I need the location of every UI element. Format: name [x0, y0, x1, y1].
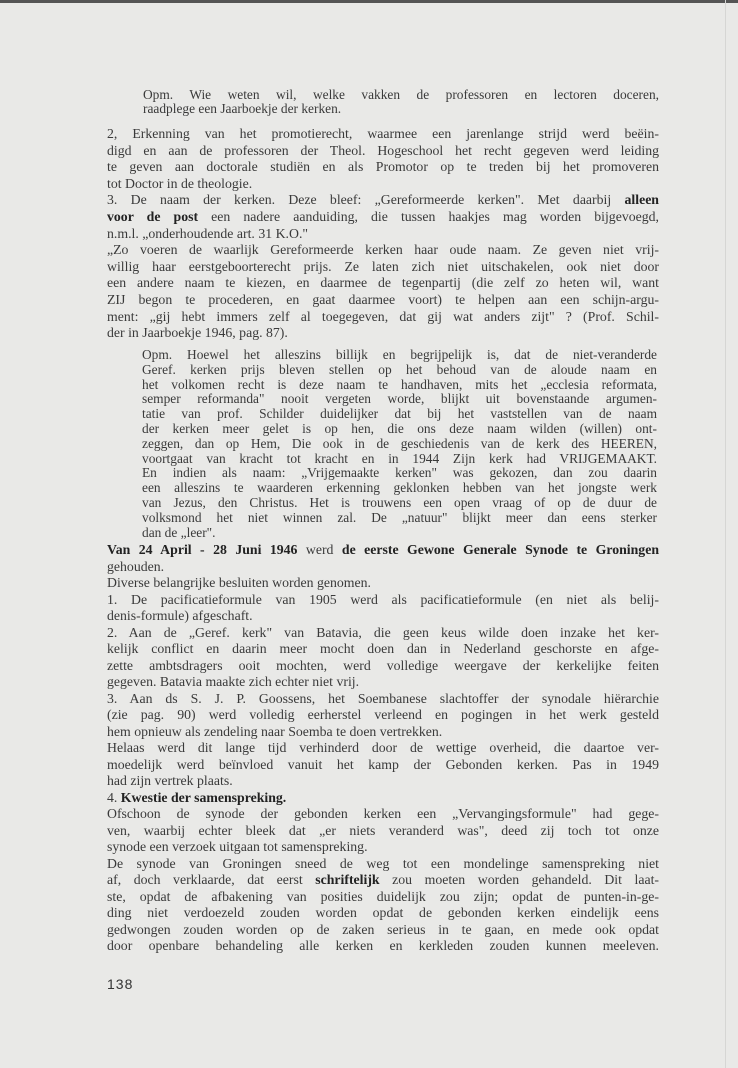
text-line [107, 559, 659, 576]
text-line [107, 275, 659, 292]
text-line [107, 608, 659, 625]
text-line [107, 856, 659, 873]
text-segment: ste, opdat de afbakening van posities duidelijk zou zijn; opdat de punten-in-ge- [107, 888, 659, 904]
text-line [107, 724, 659, 741]
text-segment: door openbare behandeling alle kerken en kerkleden zouden kunnen meeleven. [107, 938, 659, 953]
text-segment: ZIJ begon te procederen, en gaat daarmee voort) te helpen aan een schijn-argu- [107, 291, 659, 307]
text-line [107, 790, 659, 807]
text-line [107, 292, 659, 309]
text-line [107, 192, 659, 209]
text-segment: kelijk conflict en daarin meer mocht doen dan in Nederland geschorste en afge- [107, 641, 659, 656]
bold-text: Kwestie der samenspreking. [120, 789, 287, 805]
scan-top-edge [0, 0, 738, 3]
text-segment: hem opnieuw als zendeling naar Soemba te doen vertrekken. [107, 723, 443, 739]
text-line [107, 592, 659, 609]
text-line [142, 437, 657, 452]
text-line [107, 707, 659, 724]
bold-text: alleen [624, 192, 659, 208]
text-line [107, 938, 659, 955]
text-line [143, 102, 659, 116]
text-segment: een alleszins te waarderen erkenning geklonken hebben van het jongste werk [142, 480, 657, 496]
text-segment: der in Jaarboekje 1946, pag. 87). [107, 325, 288, 341]
text-segment: ven, waarbij echter bleek dat „er niets veranderd was", deed zij toch tot onze [107, 822, 659, 838]
text-segment: „Zo voeren de waarlijk Gereformeerde kerken haar oude naam. Ze geven niet vrij- [107, 242, 659, 258]
text-line [107, 242, 659, 259]
text-line [142, 511, 657, 526]
text-segment: een andere naam te kiezen, en daarmee de tegenpartij (die zelf zo heten wil, want [107, 275, 659, 291]
text-line [107, 159, 659, 176]
text-line [107, 309, 659, 326]
text-segment: 4. [107, 789, 121, 805]
text-line [107, 905, 659, 922]
text-segment: gehouden. [107, 558, 165, 574]
bold-text: voor de post [107, 208, 199, 224]
text-segment: denis-formule) afgeschaft. [107, 608, 253, 623]
text-line [142, 481, 657, 496]
text-line [142, 378, 657, 393]
text-line [107, 839, 659, 856]
text-line [107, 259, 659, 276]
text-segment: 3. De naam der kerken. Deze bleef: „Gereformeerde kerken". Met daarbij [107, 192, 625, 208]
text-segment: gegeven. Batavia maakte zich echter niet vrij. [107, 674, 360, 689]
bold-text: de eerste Gewone Generale Synode te Groningen [341, 542, 659, 557]
text-segment: Opm. Hoewel het alleszins billijk en begrijpelijk is, dat de niet-veranderde [142, 347, 657, 362]
text-segment: Opm. Wie weten wil, welke vakken de professoren en lectoren doceren, [143, 87, 659, 102]
text-line [107, 674, 659, 691]
text-line [107, 575, 659, 592]
text-line [142, 452, 657, 467]
text-segment: semper reformanda" nooit vergeten worde, blijkt uit bovenstaande argumen- [142, 391, 657, 407]
text-segment: voortgaat van kracht tot kracht en in 1944 Zijn kerk had VRIJGEMAAKT. [142, 450, 657, 466]
text-segment: zette ambtsdragers ooit mochten, werd volledige weergave der kerkelijke feiten [107, 657, 659, 673]
text-segment: een nadere aanduiding, die tussen haakjes mag worden bijgevoegd, [198, 208, 659, 224]
text-segment: (zie pag. 90) werd volledig eerherstel verleend en pogingen in het werk gesteld [107, 707, 659, 722]
text-segment: zeggen, dan op Hem, Die ook in de geschiedenis van de kerk des HEEREN, [142, 435, 657, 451]
body-text-synod-groningen [107, 542, 659, 955]
text-segment: van Jezus, den Christus. Het is trouwens een open vraag of op de duur de [142, 494, 657, 510]
text-segment: 3. Aan ds S. J. P. Goossens, het Soembanese slachtoffer der synodale hiërarchie [107, 690, 659, 706]
text-line [142, 466, 657, 481]
text-line [107, 641, 659, 658]
text-line [142, 496, 657, 511]
text-segment: dan de „leer". [142, 524, 216, 540]
text-segment: 2, Erkenning van het promotierecht, waarmee een jarenlange strijd werd beëin- [107, 126, 659, 141]
text-line [142, 348, 657, 363]
text-segment: volksmond het niet winnen zal. De „natuur" blijkt meer dan eens sterker [142, 509, 657, 525]
body-text-decisions [107, 126, 659, 342]
text-segment: De synode van Groningen sneed de weg tot een mondelinge samenspreking niet [107, 855, 659, 871]
text-segment: werd [297, 542, 342, 557]
text-line [142, 526, 657, 541]
text-line [142, 392, 657, 407]
text-segment: moedelijk werd beïnvloed vanuit het kamp der Gebonden kerken. Pas in 1949 [107, 756, 659, 772]
text-line [107, 740, 659, 757]
text-line [107, 823, 659, 840]
text-segment: Diverse belangrijke besluiten worden genomen. [107, 575, 371, 590]
text-segment: ment: „gij hebt immers zelf al toegegeven, dat gij wat anders zijt" ? (Prof. Schil- [107, 308, 659, 324]
text-segment: digd en aan de professoren der Theol. Hogeschool het recht gegeven werd leiding [107, 142, 659, 158]
text-line [107, 658, 659, 675]
bold-text: Van 24 April - 28 Juni 1946 [107, 542, 298, 557]
text-segment: Geref. kerken prijs bleven stellen op het behoud van de aloude naam en [142, 361, 657, 377]
bold-text: schriftelijk [315, 872, 380, 887]
text-line [107, 325, 659, 342]
text-segment: raadplege een Jaarboekje der kerken. [143, 101, 342, 116]
text-segment: n.m.l. „onderhoudende art. 31 K.O." [107, 225, 309, 241]
text-segment: 1. De pacificatieformule van 1905 werd als pacificatieformule (en niet als belij- [107, 591, 659, 607]
text-line [142, 407, 657, 422]
text-segment: het volkomen recht is deze naam te handhaven, mits het „ecclesia reformata, [142, 376, 657, 392]
text-line [107, 757, 659, 774]
text-line [107, 542, 659, 559]
text-segment: der kerken meer gelet is op hen, die ons deze naam wilden (willen) ont- [142, 420, 657, 436]
text-segment: af, doch verklaarde, dat eerst [107, 872, 316, 887]
text-line [107, 773, 659, 790]
text-segment: had zijn vertrek plaats. [107, 773, 233, 788]
remark-professors [143, 88, 659, 116]
text-segment: te geven aan doctorale studiën en als Promotor op te treden bij het promoveren [107, 159, 659, 175]
text-segment: willig haar eerstgeboorterecht prijs. Ze laten zich niet uitschakelen, ook niet door [107, 258, 659, 274]
text-line [107, 691, 659, 708]
text-segment: tot Doctor in de theologie. [107, 175, 253, 191]
text-line [107, 625, 659, 642]
text-line [107, 226, 659, 243]
page-number: 138 [107, 976, 134, 992]
text-line [143, 88, 659, 102]
text-line [142, 422, 657, 437]
text-segment: ding niet verdoezeld zouden worden opdat de gebonden kerken eindelijk eens [107, 905, 659, 920]
text-line [107, 889, 659, 906]
scan-side-edge [725, 0, 726, 1068]
text-segment: Helaas werd dit lange tijd verhinderd door de wettige overheid, die daartoe ver- [107, 740, 659, 755]
text-line [107, 922, 659, 939]
text-segment: Ofschoon de synode der gebonden kerken een „Vervangingsformule" had gege- [107, 806, 659, 821]
text-segment: gedwongen zouden worden op de zaken serieus in te gaan, en mede ook opdat [107, 921, 659, 937]
text-line [107, 143, 659, 160]
text-segment: En indien als naam: „Vrijgemaakte kerken" was gekozen, dan zou daarin [142, 465, 657, 481]
text-segment: synode een verzoek uitgaan tot samenspreking. [107, 839, 368, 854]
text-line [107, 806, 659, 823]
text-segment: 2. Aan de „Geref. kerk" van Batavia, die geen keus wilde doen inzake het ker- [107, 624, 659, 640]
text-line [142, 363, 657, 378]
text-segment: tatie van prof. Schilder duidelijker dat bij het vaststellen van de naam [142, 406, 657, 422]
text-line [107, 872, 659, 889]
text-line [107, 126, 659, 143]
text-line [107, 209, 659, 226]
remark-church-name [142, 348, 657, 540]
text-segment: zou moeten worden gehandeld. Dit laat- [379, 872, 660, 887]
text-line [107, 176, 659, 193]
